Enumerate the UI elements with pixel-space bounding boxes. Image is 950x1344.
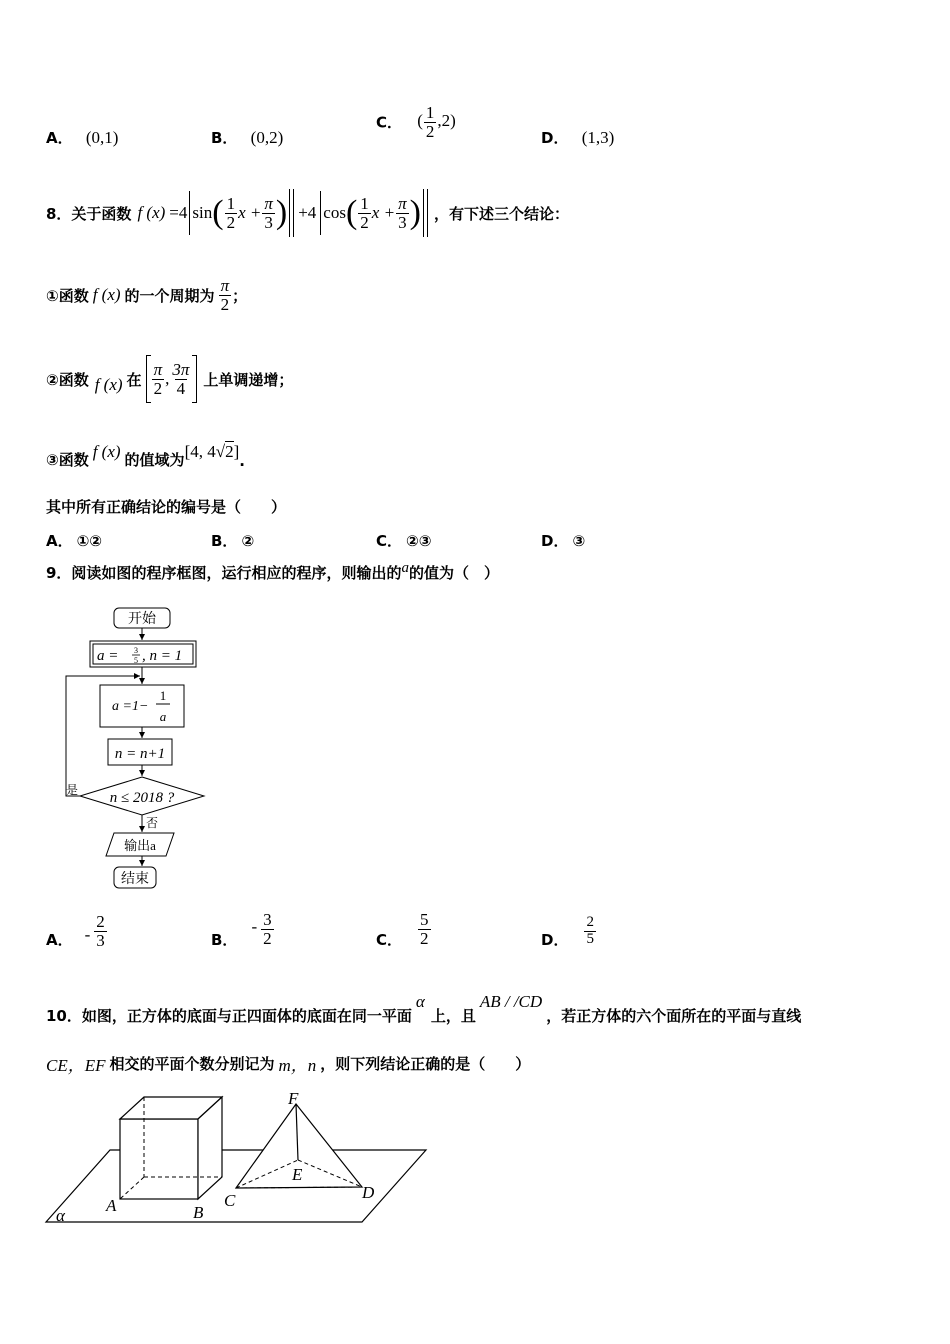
paren-open: ( [417,111,423,131]
function-fx: f (x) [92,285,121,304]
paren-right: ) [275,194,288,231]
label-c: C [224,1191,236,1210]
option-label: B． [211,532,238,550]
q10-line-2 [46,1052,530,1074]
frac-den: 5 [586,930,594,947]
frac-num: 2 [96,911,105,931]
claim-end: 上单调递增； [203,370,294,389]
q8-claim-3 [46,438,245,470]
option-value: ② [241,532,255,550]
frac-den: 3 [96,930,105,950]
frac-num: 5 [420,909,429,929]
option-label: C． [376,532,403,550]
sqrt-symbol: √ [215,442,226,461]
label-e: E [292,1165,303,1184]
abs-bar [289,189,294,237]
q7-option-c [376,104,456,141]
q9-option-c [376,904,432,954]
q8-option-a [46,530,102,551]
q9-intro: 9．阅读如图的程序框图，运行相应的程序，则输出的 [46,564,402,582]
option-label: A． [46,930,73,949]
q10-text: ，则下列结论正确的是（ ） [320,1054,531,1073]
q8-question [46,496,286,517]
q8-claim-2 [46,354,293,404]
option-value: (0,2) [250,128,284,147]
q7-option-b [211,127,283,148]
q7-option-a [46,127,118,148]
function-fx: f (x) [94,375,123,394]
option-value: ②③ [406,532,432,550]
flow-init-n: , n = 1 [142,648,183,664]
coef-4: =4 [169,203,188,222]
flow-end-label: 结束 [121,872,149,887]
frac-den: 3 [264,212,273,232]
option-value: ①② [76,532,103,550]
flow-assign-num: 1 [159,688,167,703]
claim-end: . [239,452,245,470]
label-alpha: α [56,1206,65,1225]
flow-start-label: 开始 [128,612,156,627]
option-label: C． [376,113,403,132]
cos-text: cos [323,203,346,222]
frac-den: 2 [226,212,236,232]
abs-bar [320,191,321,235]
frac-den: 3 [398,212,407,232]
frac-num: 2 [586,913,594,930]
claim-end: ； [232,286,248,305]
q10-line-1 [46,990,801,1026]
option-value: (1,3) [581,128,615,147]
q8-claim-1 [46,272,247,318]
frac-num: 3π [172,359,190,379]
q7-option-d [541,127,614,148]
paren-left: ( [345,194,358,231]
q10-text: ，若正方体的六个面所在的平面与直线 [546,1007,802,1025]
option-sign: - [251,917,258,936]
label-f: F [288,1089,299,1108]
q8-option-b [211,530,254,551]
frac-den: 2 [420,928,429,948]
geometry-figure [40,1084,440,1228]
q9-stem [46,562,499,583]
frac-num: π [220,275,230,295]
frac-num: 1 [360,193,369,213]
q8-stem [46,188,569,238]
frac-num: π [264,193,273,213]
flow-assign-a: a =1− [112,699,149,714]
abs-bar [189,191,190,235]
flow-decision-label: n ≤ 2018 ? [109,790,175,806]
q10-text: 10．如图，正方体的底面与正四面体的底面在同一平面 [46,1007,412,1025]
frac-den: 2 [220,294,230,314]
claim-text: 的一个周期为 [124,286,215,305]
claim-prefix: ③函数 [46,451,89,469]
bracket-right [192,355,197,403]
paren-right: ) [409,194,421,231]
paren-left: ( [212,194,224,231]
sqrt-radicand: 2 [225,442,234,461]
q8-intro: 8．关于函数 [46,204,132,223]
frac-den: 4 [176,378,186,398]
q10-text: 相交的平面个数分别记为 [109,1054,275,1073]
option-label: D． [541,930,569,949]
frac-den: 2 [425,121,435,141]
option-label: B． [211,930,238,949]
q8-tail: ，有下述三个结论： [433,204,569,223]
claim-prefix: ①函数 [46,286,89,305]
flow-init-num: 3 [134,646,138,655]
q9-option-d [541,908,597,954]
option-label: A． [46,532,73,550]
q10-text: 上，且 [430,1007,476,1025]
q8-option-d [541,530,585,551]
x-plus: x + [371,203,396,222]
option-label: D． [541,129,569,147]
comma: , [165,369,170,388]
parallel-ab-cd: AB / /CD [479,992,543,1011]
x-plus: x + [238,203,262,222]
sin-text: sin [192,203,213,222]
flow-incr-label: n = n+1 [114,746,166,762]
label-b: B [193,1203,204,1222]
option-value: (0,1) [85,128,119,147]
flow-loop-arrow [66,676,140,796]
plane-alpha: α [415,992,425,1011]
q9-tail: 的值为（ ） [408,564,499,582]
abs-bar [423,189,428,237]
frac-num: 3 [263,909,272,929]
var-a: a [401,560,409,576]
label-d: D [362,1183,375,1202]
flow-output-label: 输出a [124,838,156,853]
label-a: A [106,1196,117,1215]
range-end: ] [233,442,240,461]
frac-num: π [398,193,407,213]
question-text: 其中所有正确结论的编号是（ ） [46,498,287,516]
counts-m-n: m，n [278,1055,317,1075]
option-label: A． [46,129,73,147]
option-label: D． [541,532,569,550]
frac-num: 1 [425,103,435,122]
bracket-left [146,355,151,403]
function-fx: f (x) [92,442,121,461]
option-label: C． [376,930,403,949]
frac-den: 2 [360,212,369,232]
option-sign: - [84,925,91,944]
q9-option-b [211,904,275,954]
frac-den: 2 [263,928,272,948]
paren-close: ,2) [437,111,456,131]
flow-yes-label: 是 [66,783,79,797]
flow-init-den: 5 [134,656,138,665]
option-value: ③ [572,532,586,550]
claim-text: 的值域为 [124,451,185,469]
q8-option-c [376,530,431,551]
cube-front-face [120,1119,198,1199]
claim-prefix: ②函数 [46,370,89,389]
frac-den: 2 [153,378,163,398]
frac-num: π [153,359,163,379]
flowchart [60,602,220,894]
claim-text: 在 [126,370,142,389]
q9-option-a [46,908,108,954]
function-fx: f (x) [137,203,166,222]
option-label: B． [211,129,238,147]
flow-assign-den: a [159,709,167,724]
plus-4: +4 [298,203,317,222]
lines-ce-ef: CE，EF [46,1055,106,1075]
frac-num: 1 [226,193,236,213]
flow-no-label: 否 [146,816,159,830]
range-start: [4, 4 [184,442,216,461]
flow-init-a: a = [97,648,119,664]
